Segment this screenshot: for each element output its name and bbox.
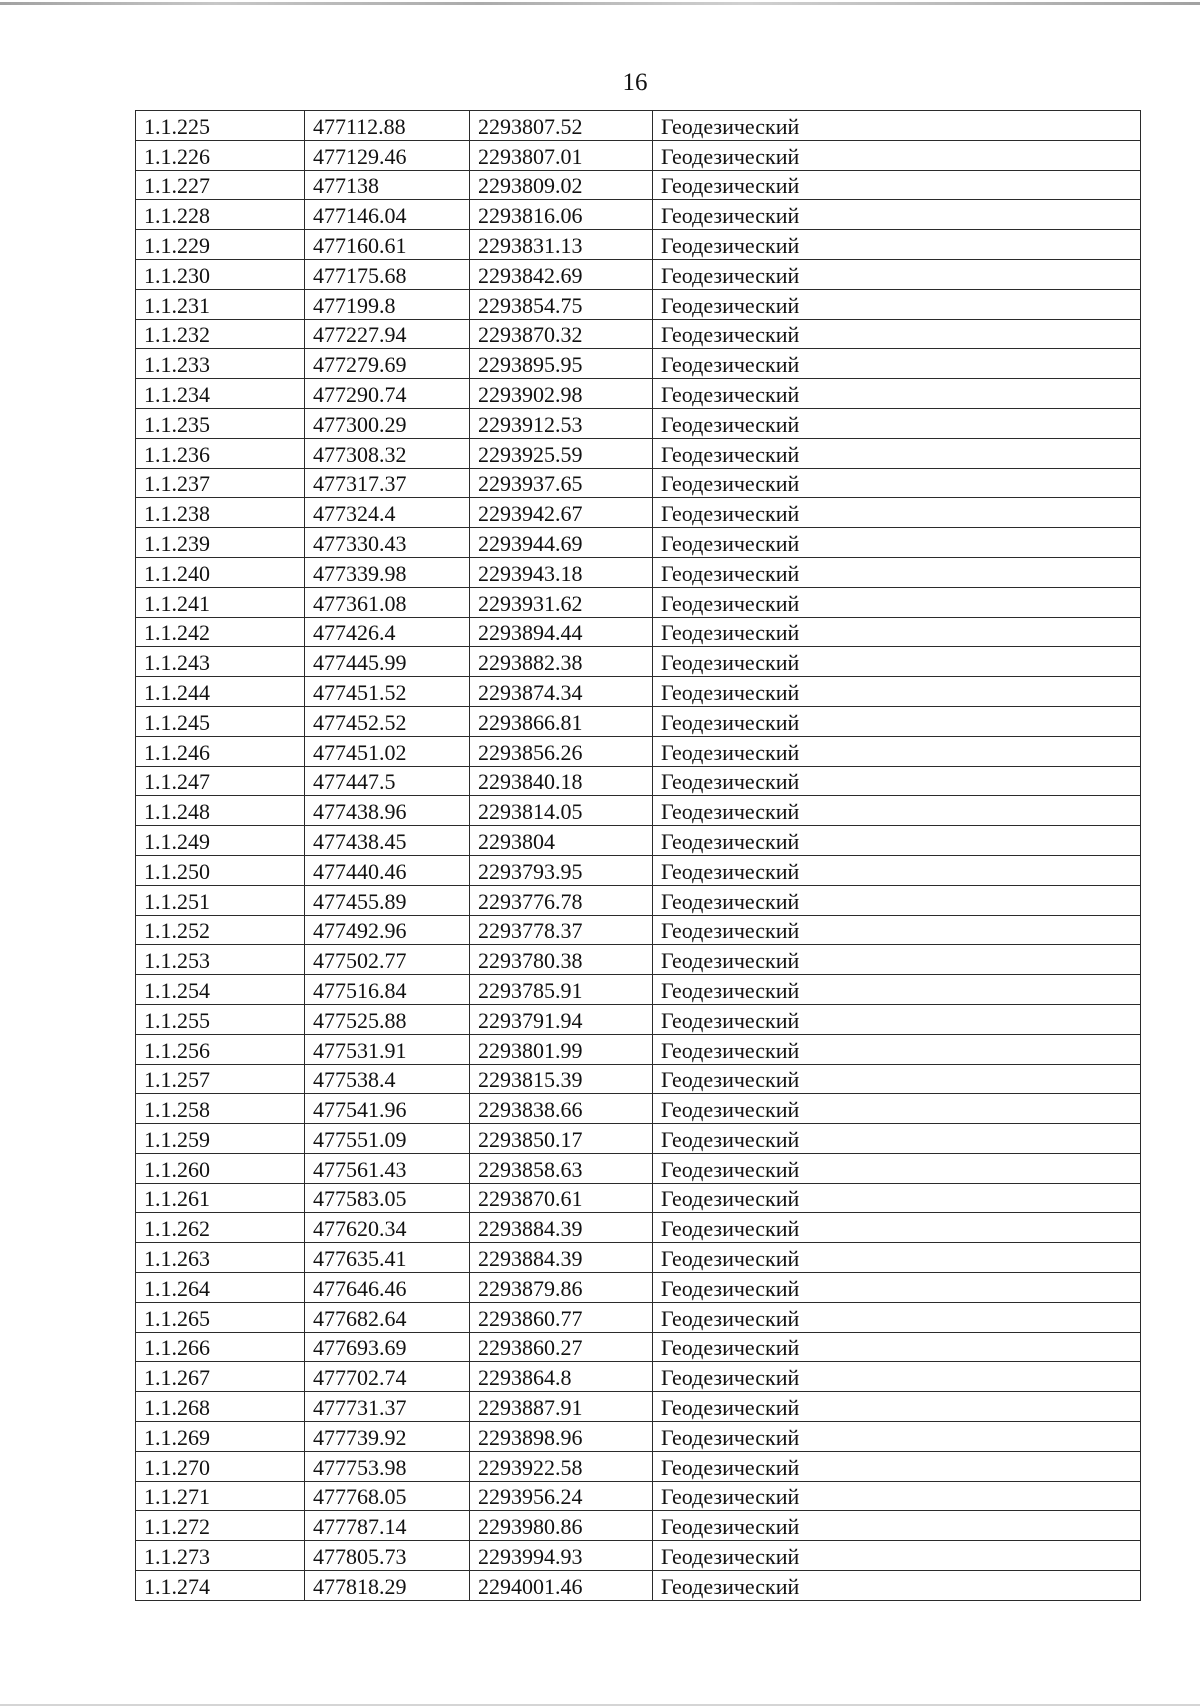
method-cell: Геодезический [653,498,1141,528]
table-row [136,855,1141,885]
point-number-cell: 1.1.229 [136,230,305,260]
table-row [136,1362,1141,1392]
point-number-cell: 1.1.264 [136,1273,305,1303]
point-number-cell: 1.1.262 [136,1213,305,1243]
method-cell: Геодезический [653,1511,1141,1541]
y-coordinate-cell: 2293944.69 [470,528,653,558]
method-cell: Геодезический [653,1362,1141,1392]
table-row [136,1422,1141,1452]
method-cell: Геодезический [653,408,1141,438]
x-coordinate-cell: 477324.4 [305,498,470,528]
page-number: 16 [622,69,648,96]
point-number-cell: 1.1.272 [136,1511,305,1541]
point-number-cell: 1.1.250 [136,855,305,885]
point-number-cell: 1.1.248 [136,796,305,826]
point-number-cell: 1.1.274 [136,1571,305,1601]
y-coordinate-cell: 2293894.44 [470,617,653,647]
y-coordinate-cell: 2293925.59 [470,438,653,468]
coordinates-table-body [136,111,1141,1601]
y-coordinate-cell: 2293870.32 [470,319,653,349]
point-number-cell: 1.1.230 [136,259,305,289]
table-row [136,408,1141,438]
point-number-cell: 1.1.226 [136,140,305,170]
table-row [136,1064,1141,1094]
table-row [136,468,1141,498]
x-coordinate-cell: 477731.37 [305,1392,470,1422]
y-coordinate-cell: 2293809.02 [470,170,653,200]
y-coordinate-cell: 2293780.38 [470,945,653,975]
point-number-cell: 1.1.240 [136,557,305,587]
point-number-cell: 1.1.245 [136,706,305,736]
x-coordinate-cell: 477492.96 [305,915,470,945]
method-cell: Геодезический [653,1124,1141,1154]
y-coordinate-cell: 2293874.34 [470,677,653,707]
table-row [136,111,1141,141]
point-number-cell: 1.1.234 [136,379,305,409]
method-cell: Геодезический [653,1332,1141,1362]
method-cell: Геодезический [653,140,1141,170]
point-number-cell: 1.1.225 [136,111,305,141]
x-coordinate-cell: 477538.4 [305,1064,470,1094]
table-row [136,1034,1141,1064]
y-coordinate-cell: 2293898.96 [470,1422,653,1452]
scan-edge-top [0,2,1200,5]
x-coordinate-cell: 477438.96 [305,796,470,826]
y-coordinate-cell: 2293791.94 [470,1004,653,1034]
table-row [136,498,1141,528]
y-coordinate-cell: 2293942.67 [470,498,653,528]
table-row [136,1481,1141,1511]
method-cell: Геодезический [653,1064,1141,1094]
table-row [136,1183,1141,1213]
x-coordinate-cell: 477516.84 [305,975,470,1005]
table-row [136,1213,1141,1243]
table-row [136,528,1141,558]
method-cell: Геодезический [653,617,1141,647]
table-row [136,438,1141,468]
x-coordinate-cell: 477317.37 [305,468,470,498]
table-row [136,200,1141,230]
x-coordinate-cell: 477175.68 [305,259,470,289]
method-cell: Геодезический [653,587,1141,617]
method-cell: Геодезический [653,1571,1141,1601]
point-number-cell: 1.1.259 [136,1124,305,1154]
x-coordinate-cell: 477160.61 [305,230,470,260]
x-coordinate-cell: 477635.41 [305,1243,470,1273]
point-number-cell: 1.1.247 [136,766,305,796]
method-cell: Геодезический [653,855,1141,885]
point-number-cell: 1.1.273 [136,1541,305,1571]
x-coordinate-cell: 477702.74 [305,1362,470,1392]
y-coordinate-cell: 2293884.39 [470,1243,653,1273]
x-coordinate-cell: 477561.43 [305,1153,470,1183]
method-cell: Геодезический [653,259,1141,289]
point-number-cell: 1.1.271 [136,1481,305,1511]
method-cell: Геодезический [653,1094,1141,1124]
table-row [136,1511,1141,1541]
y-coordinate-cell: 2293778.37 [470,915,653,945]
x-coordinate-cell: 477753.98 [305,1451,470,1481]
x-coordinate-cell: 477445.99 [305,647,470,677]
method-cell: Геодезический [653,200,1141,230]
method-cell: Геодезический [653,1004,1141,1034]
x-coordinate-cell: 477290.74 [305,379,470,409]
y-coordinate-cell: 2293956.24 [470,1481,653,1511]
point-number-cell: 1.1.252 [136,915,305,945]
method-cell: Геодезический [653,528,1141,558]
x-coordinate-cell: 477541.96 [305,1094,470,1124]
point-number-cell: 1.1.266 [136,1332,305,1362]
x-coordinate-cell: 477739.92 [305,1422,470,1452]
x-coordinate-cell: 477199.8 [305,289,470,319]
table-row [136,587,1141,617]
y-coordinate-cell: 2293879.86 [470,1273,653,1303]
x-coordinate-cell: 477279.69 [305,349,470,379]
point-number-cell: 1.1.236 [136,438,305,468]
point-number-cell: 1.1.242 [136,617,305,647]
method-cell: Геодезический [653,677,1141,707]
x-coordinate-cell: 477308.32 [305,438,470,468]
y-coordinate-cell: 2294001.46 [470,1571,653,1601]
y-coordinate-cell: 2293842.69 [470,259,653,289]
point-number-cell: 1.1.269 [136,1422,305,1452]
point-number-cell: 1.1.267 [136,1362,305,1392]
table-row [136,557,1141,587]
method-cell: Геодезический [653,885,1141,915]
point-number-cell: 1.1.251 [136,885,305,915]
method-cell: Геодезический [653,468,1141,498]
table-row [136,1332,1141,1362]
table-row [136,1124,1141,1154]
table-row [136,1302,1141,1332]
y-coordinate-cell: 2293854.75 [470,289,653,319]
method-cell: Геодезический [653,319,1141,349]
point-number-cell: 1.1.244 [136,677,305,707]
x-coordinate-cell: 477300.29 [305,408,470,438]
x-coordinate-cell: 477440.46 [305,855,470,885]
x-coordinate-cell: 477646.46 [305,1273,470,1303]
point-number-cell: 1.1.257 [136,1064,305,1094]
x-coordinate-cell: 477818.29 [305,1571,470,1601]
method-cell: Геодезический [653,945,1141,975]
x-coordinate-cell: 477502.77 [305,945,470,975]
method-cell: Геодезический [653,1422,1141,1452]
y-coordinate-cell: 2293816.06 [470,200,653,230]
table-row [136,885,1141,915]
y-coordinate-cell: 2293856.26 [470,736,653,766]
x-coordinate-cell: 477551.09 [305,1124,470,1154]
method-cell: Геодезический [653,1451,1141,1481]
table-row [136,617,1141,647]
method-cell: Геодезический [653,1213,1141,1243]
point-number-cell: 1.1.228 [136,200,305,230]
point-number-cell: 1.1.258 [136,1094,305,1124]
table-row [136,915,1141,945]
y-coordinate-cell: 2293860.77 [470,1302,653,1332]
table-row [136,319,1141,349]
scan-edge-bottom [0,1704,1200,1706]
point-number-cell: 1.1.255 [136,1004,305,1034]
y-coordinate-cell: 2293807.52 [470,111,653,141]
x-coordinate-cell: 477227.94 [305,319,470,349]
y-coordinate-cell: 2293858.63 [470,1153,653,1183]
table-row [136,1273,1141,1303]
table-row [136,1004,1141,1034]
y-coordinate-cell: 2293785.91 [470,975,653,1005]
method-cell: Геодезический [653,349,1141,379]
table-row [136,230,1141,260]
table-row [136,826,1141,856]
method-cell: Геодезический [653,1153,1141,1183]
x-coordinate-cell: 477451.02 [305,736,470,766]
method-cell: Геодезический [653,915,1141,945]
method-cell: Геодезический [653,1541,1141,1571]
y-coordinate-cell: 2293850.17 [470,1124,653,1154]
x-coordinate-cell: 477426.4 [305,617,470,647]
point-number-cell: 1.1.238 [136,498,305,528]
y-coordinate-cell: 2293840.18 [470,766,653,796]
x-coordinate-cell: 477455.89 [305,885,470,915]
y-coordinate-cell: 2293793.95 [470,855,653,885]
point-number-cell: 1.1.227 [136,170,305,200]
point-number-cell: 1.1.253 [136,945,305,975]
table-row [136,706,1141,736]
x-coordinate-cell: 477438.45 [305,826,470,856]
method-cell: Геодезический [653,975,1141,1005]
method-cell: Геодезический [653,796,1141,826]
method-cell: Геодезический [653,1183,1141,1213]
x-coordinate-cell: 477531.91 [305,1034,470,1064]
table-row [136,170,1141,200]
x-coordinate-cell: 477146.04 [305,200,470,230]
x-coordinate-cell: 477361.08 [305,587,470,617]
point-number-cell: 1.1.261 [136,1183,305,1213]
table-row [136,1153,1141,1183]
table-row [136,796,1141,826]
method-cell: Геодезический [653,1273,1141,1303]
method-cell: Геодезический [653,647,1141,677]
y-coordinate-cell: 2293831.13 [470,230,653,260]
table-row [136,259,1141,289]
y-coordinate-cell: 2293882.38 [470,647,653,677]
method-cell: Геодезический [653,736,1141,766]
y-coordinate-cell: 2293895.95 [470,349,653,379]
x-coordinate-cell: 477112.88 [305,111,470,141]
table-row [136,945,1141,975]
method-cell: Геодезический [653,826,1141,856]
y-coordinate-cell: 2293912.53 [470,408,653,438]
point-number-cell: 1.1.254 [136,975,305,1005]
method-cell: Геодезический [653,379,1141,409]
point-number-cell: 1.1.237 [136,468,305,498]
point-number-cell: 1.1.231 [136,289,305,319]
y-coordinate-cell: 2293864.8 [470,1362,653,1392]
method-cell: Геодезический [653,230,1141,260]
point-number-cell: 1.1.260 [136,1153,305,1183]
table-row [136,1392,1141,1422]
table-row [136,140,1141,170]
method-cell: Геодезический [653,289,1141,319]
x-coordinate-cell: 477447.5 [305,766,470,796]
table-row [136,289,1141,319]
table-row [136,1094,1141,1124]
x-coordinate-cell: 477768.05 [305,1481,470,1511]
x-coordinate-cell: 477138 [305,170,470,200]
method-cell: Геодезический [653,1243,1141,1273]
y-coordinate-cell: 2293801.99 [470,1034,653,1064]
method-cell: Геодезический [653,1034,1141,1064]
method-cell: Геодезический [653,1302,1141,1332]
point-number-cell: 1.1.246 [136,736,305,766]
point-number-cell: 1.1.249 [136,826,305,856]
x-coordinate-cell: 477620.34 [305,1213,470,1243]
y-coordinate-cell: 2293980.86 [470,1511,653,1541]
y-coordinate-cell: 2293902.98 [470,379,653,409]
table-row [136,1571,1141,1601]
y-coordinate-cell: 2293804 [470,826,653,856]
y-coordinate-cell: 2293807.01 [470,140,653,170]
point-number-cell: 1.1.243 [136,647,305,677]
x-coordinate-cell: 477452.52 [305,706,470,736]
point-number-cell: 1.1.256 [136,1034,305,1064]
point-number-cell: 1.1.241 [136,587,305,617]
x-coordinate-cell: 477451.52 [305,677,470,707]
table-row [136,677,1141,707]
x-coordinate-cell: 477583.05 [305,1183,470,1213]
method-cell: Геодезический [653,170,1141,200]
point-number-cell: 1.1.239 [136,528,305,558]
table-row [136,736,1141,766]
y-coordinate-cell: 2293931.62 [470,587,653,617]
x-coordinate-cell: 477330.43 [305,528,470,558]
y-coordinate-cell: 2293937.65 [470,468,653,498]
point-number-cell: 1.1.263 [136,1243,305,1273]
y-coordinate-cell: 2293860.27 [470,1332,653,1362]
point-number-cell: 1.1.270 [136,1451,305,1481]
x-coordinate-cell: 477525.88 [305,1004,470,1034]
method-cell: Геодезический [653,1392,1141,1422]
method-cell: Геодезический [653,438,1141,468]
point-number-cell: 1.1.265 [136,1302,305,1332]
point-number-cell: 1.1.268 [136,1392,305,1422]
y-coordinate-cell: 2293887.91 [470,1392,653,1422]
y-coordinate-cell: 2293866.81 [470,706,653,736]
y-coordinate-cell: 2293870.61 [470,1183,653,1213]
point-number-cell: 1.1.233 [136,349,305,379]
table-row [136,1541,1141,1571]
table-row [136,1243,1141,1273]
point-number-cell: 1.1.235 [136,408,305,438]
y-coordinate-cell: 2293922.58 [470,1451,653,1481]
method-cell: Геодезический [653,706,1141,736]
x-coordinate-cell: 477339.98 [305,557,470,587]
table-row [136,766,1141,796]
y-coordinate-cell: 2293838.66 [470,1094,653,1124]
table-row [136,349,1141,379]
x-coordinate-cell: 477693.69 [305,1332,470,1362]
method-cell: Геодезический [653,1481,1141,1511]
y-coordinate-cell: 2293814.05 [470,796,653,826]
x-coordinate-cell: 477805.73 [305,1541,470,1571]
point-number-cell: 1.1.232 [136,319,305,349]
y-coordinate-cell: 2293776.78 [470,885,653,915]
method-cell: Геодезический [653,766,1141,796]
x-coordinate-cell: 477129.46 [305,140,470,170]
x-coordinate-cell: 477787.14 [305,1511,470,1541]
coordinates-table [135,110,1141,1601]
table-row [136,975,1141,1005]
table-row [136,379,1141,409]
method-cell: Геодезический [653,557,1141,587]
y-coordinate-cell: 2293815.39 [470,1064,653,1094]
y-coordinate-cell: 2293943.18 [470,557,653,587]
method-cell: Геодезический [653,111,1141,141]
y-coordinate-cell: 2293994.93 [470,1541,653,1571]
table-row [136,1451,1141,1481]
x-coordinate-cell: 477682.64 [305,1302,470,1332]
table-row [136,647,1141,677]
y-coordinate-cell: 2293884.39 [470,1213,653,1243]
